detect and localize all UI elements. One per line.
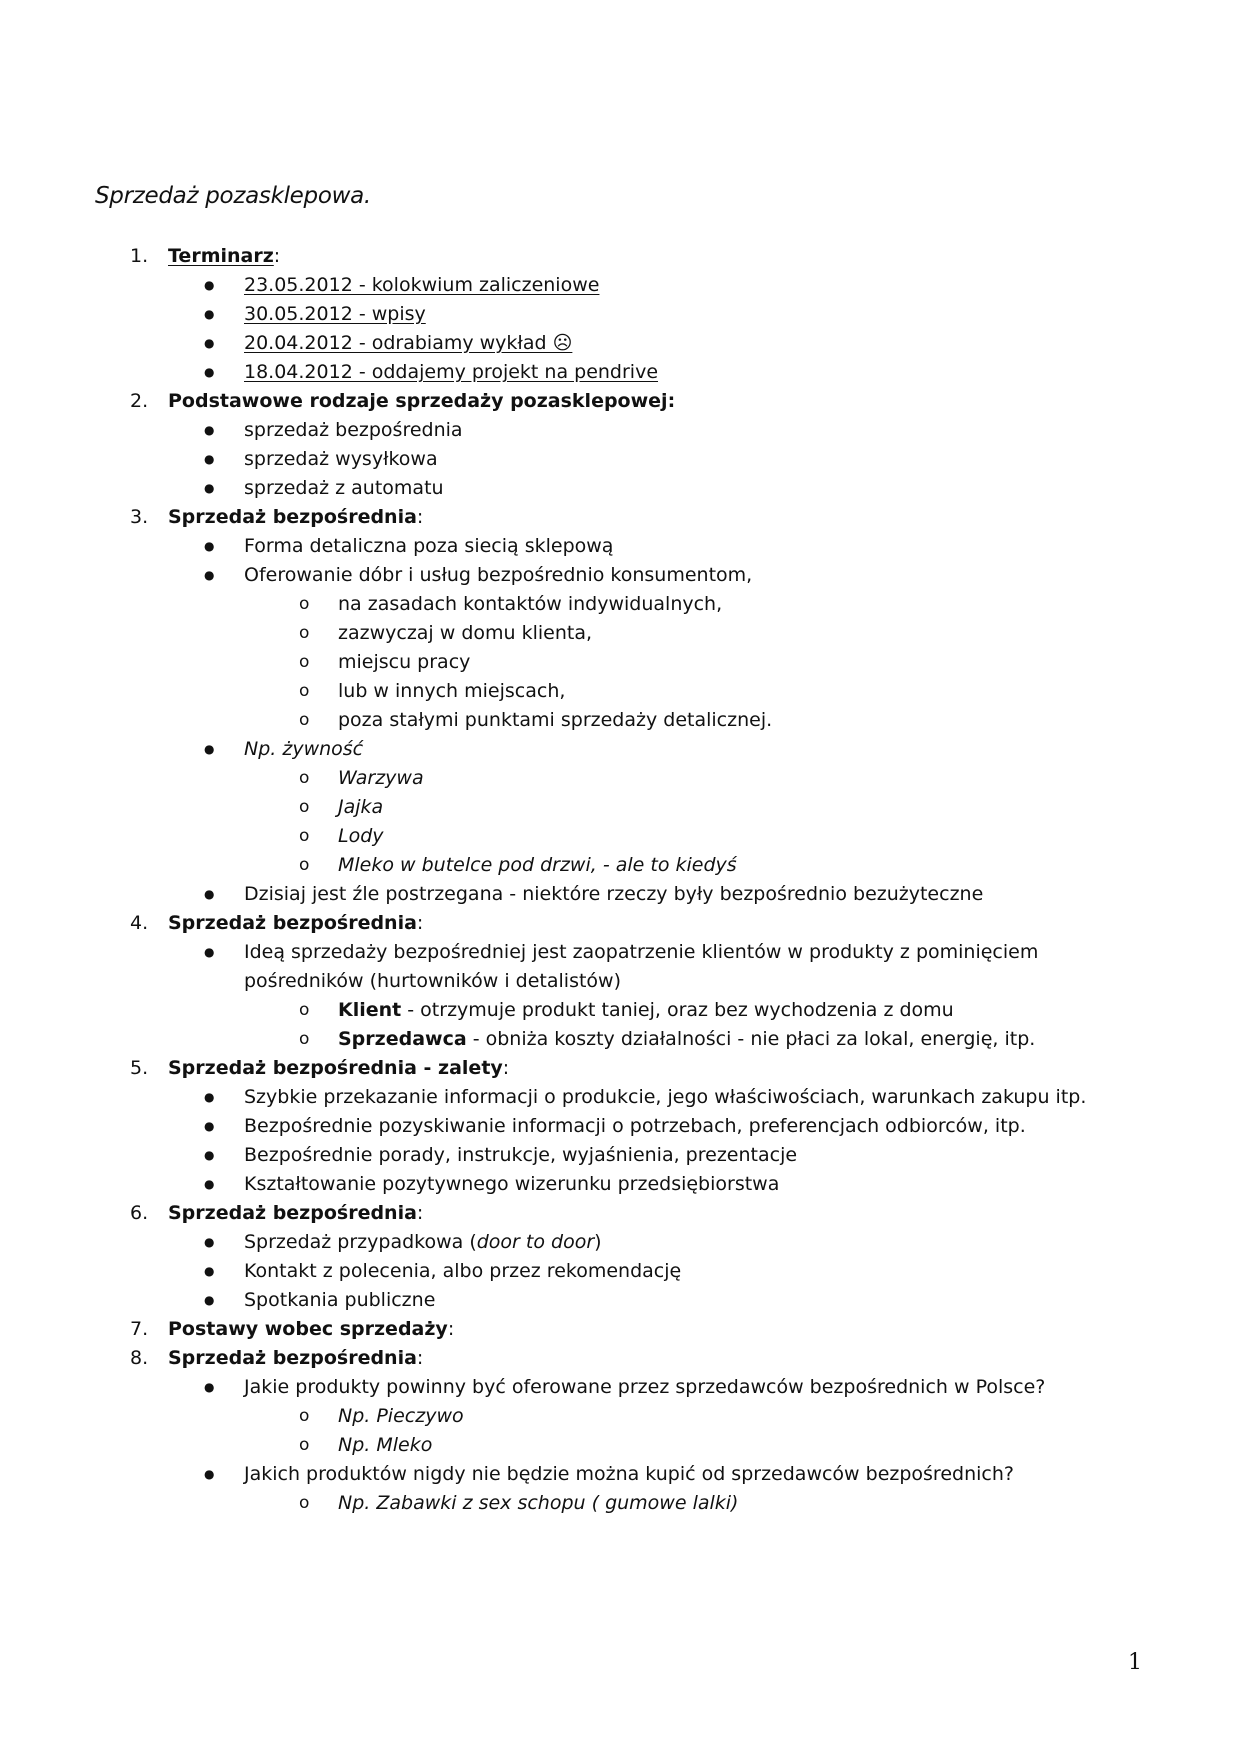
sub-list-item — [0, 590, 1240, 619]
sub-list-item-label: Klient — [338, 999, 402, 1021]
bullet-icon: ● — [204, 742, 215, 756]
bullet-icon: ● — [204, 423, 215, 437]
sub-list-item-text: poza stałymi punktami sprzedaży detalicznej. — [338, 709, 773, 731]
circle-bullet-icon: o — [299, 1493, 310, 1513]
section-heading-text: Sprzedaż bezpośrednia — [168, 1202, 417, 1224]
sub-list-item — [0, 1025, 1240, 1054]
list-item — [0, 1228, 1240, 1257]
sub-list-item-text: Mleko w butelce pod drzwi, - ale to kiedyś — [338, 854, 737, 876]
sub-list-item — [0, 677, 1240, 706]
section-heading — [0, 1315, 1240, 1344]
sub-list-item — [0, 851, 1240, 880]
page-number: 1 — [1128, 1650, 1142, 1675]
circle-bullet-icon: o — [299, 594, 310, 614]
list-item — [0, 1141, 1240, 1170]
circle-bullet-icon: o — [299, 1406, 310, 1426]
section-heading-suffix: : — [416, 912, 424, 934]
sub-list-item-text: zazwyczaj w domu klienta, — [338, 622, 593, 644]
circle-bullet-icon: o — [299, 855, 310, 875]
bullet-icon: ● — [204, 365, 215, 379]
section-heading-text: Sprzedaż bezpośrednia — [168, 912, 417, 934]
bullet-icon: ● — [204, 945, 215, 959]
list-item-text-end: ) — [594, 1231, 602, 1253]
sub-list-item-label: Sprzedawca — [338, 1028, 467, 1050]
sub-list-item — [0, 822, 1240, 851]
bullet-icon: ● — [204, 1380, 215, 1394]
sub-list-item-text: Warzywa — [338, 767, 424, 789]
bullet-icon: ● — [204, 307, 215, 321]
section-heading-suffix: : — [502, 1057, 510, 1079]
list-item-text: Szybkie przekazanie informacji o produkcie, jego właściwościach, warunkach zakupu itp. — [244, 1086, 1087, 1108]
sub-list-item — [0, 706, 1240, 735]
section-heading-suffix: : — [273, 245, 281, 267]
sub-list-item-text: miejscu pracy — [338, 651, 471, 673]
circle-bullet-icon: o — [299, 1029, 310, 1049]
document-title: Sprzedaż pozasklepowa. — [95, 183, 371, 209]
section-number: 8. — [130, 1347, 149, 1369]
bullet-icon: ● — [204, 887, 215, 901]
list-item-text: Dzisiaj jest źle postrzegana - niektóre rzeczy były bezpośrednio bezużyteczne — [244, 883, 984, 905]
list-item — [0, 445, 1240, 474]
list-item-text: 20.04.2012 - odrabiamy wykład ☹ — [244, 332, 573, 354]
list-item-text: sprzedaż wysyłkowa — [244, 448, 438, 470]
sub-list-item-text: Np. Mleko — [338, 1434, 433, 1456]
list-item — [0, 358, 1240, 387]
section-heading-suffix: : — [416, 1202, 424, 1224]
list-item — [0, 735, 1240, 764]
sub-list-item — [0, 1402, 1240, 1431]
list-item-text: Ideą sprzedaży bezpośredniej jest zaopatrzenie klientów w produkty z pominięciem pośredników (hurtowników i detalistów) — [244, 941, 1039, 992]
circle-bullet-icon: o — [299, 797, 310, 817]
circle-bullet-icon: o — [299, 710, 310, 730]
list-item — [0, 271, 1240, 300]
bullet-icon: ● — [204, 1264, 215, 1278]
list-item-text: Np. żywność — [244, 738, 364, 760]
circle-bullet-icon: o — [299, 652, 310, 672]
list-item — [0, 532, 1240, 561]
section-heading-text: Sprzedaż bezpośrednia — [168, 1347, 417, 1369]
sub-list-item-text: lub w innych miejscach, — [338, 680, 566, 702]
section-heading — [0, 1344, 1240, 1373]
document-body — [0, 242, 1240, 1518]
list-item-text: Kontakt z polecenia, albo przez rekomendację — [244, 1260, 682, 1282]
list-item — [0, 416, 1240, 445]
list-item-text: Kształtowanie pozytywnego wizerunku przedsiębiorstwa — [244, 1173, 780, 1195]
bullet-icon: ● — [204, 481, 215, 495]
section-heading — [0, 242, 1240, 271]
list-item — [0, 1170, 1240, 1199]
bullet-icon: ● — [204, 1119, 215, 1133]
list-item — [0, 1460, 1240, 1489]
bullet-icon: ● — [204, 1293, 215, 1307]
section-heading-suffix: : — [667, 390, 676, 412]
list-item-text: Jakich produktów nigdy nie będzie można kupić od sprzedawców bezpośrednich? — [244, 1463, 1014, 1485]
circle-bullet-icon: o — [299, 1435, 310, 1455]
section-heading — [0, 387, 1240, 416]
section-heading — [0, 1054, 1240, 1083]
section-number: 3. — [130, 506, 149, 528]
list-item-text: 18.04.2012 - oddajemy projekt na pendrive — [244, 361, 659, 383]
section-number: 5. — [130, 1057, 149, 1079]
section-heading-suffix: : — [447, 1318, 455, 1340]
section-heading-text: Sprzedaż bezpośrednia - zalety — [168, 1057, 503, 1079]
section-heading — [0, 909, 1240, 938]
sub-list-item — [0, 648, 1240, 677]
list-item-text: sprzedaż z automatu — [244, 477, 444, 499]
list-item — [0, 938, 1240, 996]
circle-bullet-icon: o — [299, 623, 310, 643]
sub-list-item — [0, 1431, 1240, 1460]
list-item-text: 30.05.2012 - wpisy — [244, 303, 426, 325]
list-item-text: Spotkania publiczne — [244, 1289, 436, 1311]
section-heading-suffix: : — [416, 506, 424, 528]
circle-bullet-icon: o — [299, 681, 310, 701]
section-number: 1. — [130, 245, 149, 267]
list-item — [0, 1257, 1240, 1286]
section-heading — [0, 1199, 1240, 1228]
section-heading-suffix: : — [416, 1347, 424, 1369]
bullet-icon: ● — [204, 336, 215, 350]
list-item-emphasis: door to door — [476, 1231, 595, 1253]
list-item-text: sprzedaż bezpośrednia — [244, 419, 463, 441]
sub-list-item-text: Jajka — [338, 796, 384, 818]
sub-list-item-text: - obniża koszty działalności - nie płaci za lokal, energię, itp. — [466, 1028, 1036, 1050]
circle-bullet-icon: o — [299, 1000, 310, 1020]
list-item-text: 23.05.2012 - kolokwium zaliczeniowe — [244, 274, 600, 296]
section-heading — [0, 503, 1240, 532]
sub-list-item-text: na zasadach kontaktów indywidualnych, — [338, 593, 723, 615]
section-heading-text: Terminarz — [168, 245, 274, 267]
bullet-icon: ● — [204, 1235, 215, 1249]
list-item — [0, 880, 1240, 909]
list-item — [0, 474, 1240, 503]
list-item-text: Jakie produkty powinny być oferowane przez sprzedawców bezpośrednich w Polsce? — [244, 1376, 1046, 1398]
list-item — [0, 1112, 1240, 1141]
bullet-icon: ● — [204, 1177, 215, 1191]
sub-list-item-text: Lody — [338, 825, 384, 847]
list-item-text: Bezpośrednie porady, instrukcje, wyjaśnienia, prezentacje — [244, 1144, 798, 1166]
circle-bullet-icon: o — [299, 768, 310, 788]
bullet-icon: ● — [204, 539, 215, 553]
list-item — [0, 300, 1240, 329]
sub-list-item — [0, 1489, 1240, 1518]
bullet-icon: ● — [204, 568, 215, 582]
section-heading-text: Sprzedaż bezpośrednia — [168, 506, 417, 528]
sub-list-item-text: - otrzymuje produkt taniej, oraz bez wychodzenia z domu — [401, 999, 954, 1021]
list-item-text: Sprzedaż przypadkowa ( — [244, 1231, 477, 1253]
section-number: 4. — [130, 912, 149, 934]
list-item — [0, 1083, 1240, 1112]
list-item — [0, 1373, 1240, 1402]
sub-list-item-text: Np. Zabawki z sex schopu ( gumowe lalki) — [338, 1492, 739, 1514]
section-number: 7. — [130, 1318, 149, 1340]
section-heading-text: Postawy wobec sprzedaży — [168, 1318, 448, 1340]
list-item — [0, 561, 1240, 590]
sub-list-item — [0, 764, 1240, 793]
sub-list-item — [0, 619, 1240, 648]
sub-list-item — [0, 996, 1240, 1025]
bullet-icon: ● — [204, 452, 215, 466]
sub-list-item — [0, 793, 1240, 822]
section-number: 6. — [130, 1202, 149, 1224]
bullet-icon: ● — [204, 1148, 215, 1162]
sub-list-item-text: Np. Pieczywo — [338, 1405, 464, 1427]
list-item-text: Bezpośrednie pozyskiwanie informacji o potrzebach, preferencjach odbiorców, itp. — [244, 1115, 1026, 1137]
bullet-icon: ● — [204, 1467, 215, 1481]
bullet-icon: ● — [204, 278, 215, 292]
list-item — [0, 329, 1240, 358]
bullet-icon: ● — [204, 1090, 215, 1104]
list-item-text: Forma detaliczna poza siecią sklepową — [244, 535, 614, 557]
section-number: 2. — [130, 390, 149, 412]
list-item-text: Oferowanie dóbr i usług bezpośrednio konsumentom, — [244, 564, 753, 586]
section-heading-text: Podstawowe rodzaje sprzedaży pozasklepowej — [168, 390, 668, 412]
circle-bullet-icon: o — [299, 826, 310, 846]
list-item — [0, 1286, 1240, 1315]
